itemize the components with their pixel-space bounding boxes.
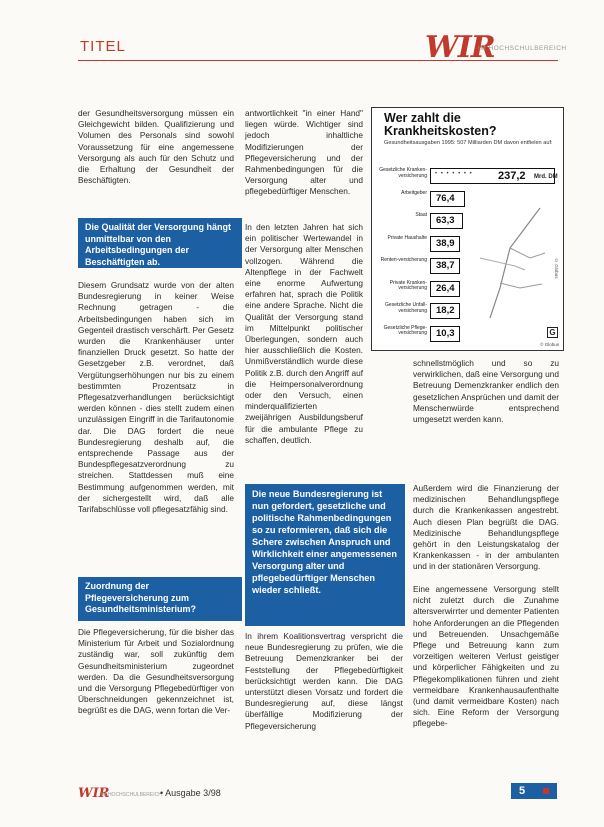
- chart-unit-label: Mrd. DM: [534, 174, 558, 180]
- chart-row: [372, 303, 565, 323]
- chart-category-label: Gesetzliche Kranken-versicherung: [379, 167, 427, 179]
- highlight-box-assignment: Zuordnung der Pflegeversicherung zum Gesundheitsministerium?: [78, 577, 242, 621]
- chart-category-label: Renten-versicherung: [380, 257, 427, 263]
- page-marker: [543, 788, 549, 794]
- chart-bar-dots: • • • • • • •: [435, 171, 473, 177]
- highlight-box-reform: Die neue Bundesregierung ist nun gefordert, gesetzliche und politische Rahmenbedingungen so zu reformieren, daß sich die Schere zwischen Anspruch und Wirklichkeit einer angemessenen Versorgung alter und pflegebedürftiger Menschen wieder schließt.: [245, 484, 405, 626]
- chart-row: [372, 236, 565, 256]
- page-number: 5: [511, 783, 557, 799]
- column-2-text-2: In den letzten Jahren hat sich ein politischer Wertewandel in der Versorgung alter Menschen vollzogen. Während die Altenpflege in der Fachwelt eine enorme Aufwertung erfahren hat, sprach die Politik eine andere Sprache. Nicht die Qualität der Versorgung stand im Mittelpunkt politischer Überlegungen, sondern auch hier ausschließlich die Kosten. Unmißverständlich wurde diese Politik z.B. durch den Angriff auf die Heimpersonalverordnung oder den Versuch, einen minderqualifizierten zweijährigen Ausbildungsberuf für die ambulante Pflege zu schaffen, deutlich.: [245, 222, 363, 445]
- chart-row: [372, 168, 565, 188]
- footer-logo: WIR: [78, 786, 110, 801]
- globus-badge: G: [547, 327, 558, 338]
- chart-title: Wer zahlt die Krankheitskosten?: [384, 111, 497, 138]
- chart-row: [372, 258, 565, 278]
- chart-row: [372, 191, 565, 211]
- section-title: TITEL: [80, 38, 126, 55]
- chart-value-label: 18,2: [436, 305, 455, 316]
- chart-value-label: 237,2: [498, 170, 526, 182]
- chart-value-label: 38,9: [436, 237, 455, 249]
- chart-category-label: Arbeitgeber: [401, 189, 427, 196]
- column-2-text-3: In ihrem Koalitionsvertrag verspricht die neue Bundesregierung zu prüfen, wie die Betreuung Demenzkranker bei der Feststellung der Pflegebedürftigkeit berücksichtigt werden kann. Die DAG unterstützt diesen Vorsatz und fordert die Bundesregierung auf, diese längst überfällige Modifizierung der Pflegeversicherung: [245, 631, 403, 731]
- chart-value-label: 63,3: [436, 215, 455, 226]
- chart-vertical-note: © Globus: [554, 258, 559, 279]
- footer-edition: • Ausgabe 3/98: [160, 788, 221, 798]
- chart-value-label: 10,3: [436, 327, 455, 339]
- health-costs-chart: [371, 107, 564, 351]
- chart-value-label: 76,4: [436, 192, 455, 204]
- column-1-text-3: Die Pflegeversicherung, für die bisher das Ministerium für Arbeit und Sozialordnung zuständig war, soll zukünftig dem Gesundheitsministerium zugeordnet werden. Da die Gesundheitsversorgung und die Versorgung Pflegebedürftiger von Überschneidungen gekennzeichnet ist, begrüßt es die DAG, wenn fortan die Ver-: [78, 627, 234, 716]
- magazine-logo: WIR: [425, 30, 495, 65]
- highlight-box-quality: Die Qualität der Versorgung hängt unmittelbar von den Arbeitsbedingungen der Beschäftigten ab.: [78, 218, 242, 268]
- chart-subtitle: Gesundheitsausgaben 1995: 507 Milliarden DM davon entfielen auf:: [384, 140, 553, 146]
- magazine-logo-subtitle: IM HOCHSCHULBEREICH: [478, 45, 567, 52]
- column-1-text-2: Diesem Grundsatz wurde von der alten Bundesregierung in keiner Weise Rechnung getragen - die Arbeitsbedingungen haben sich im Gegenteil drastisch verschärft. Per Gesetz wurden die Krankenhäuser unter finanziellen Druck gesetzt. So hatte der Gesetzgeber z.B. verordnet, daß Vergütungserhöhungen nur bis zu einem bestimmten Prozentsatz in Pflegesatzverhandlungen berücksichtigt werden können - dies stellt zudem einen unzulässigen Eingriff in die Tarifautonomie dar. Die DAG fordert die neue Bundesregierung deshalb auf, die entsprechende Passage aus der Bundespflegesatzverordnung zu streichen. Stattdessen muß eine Bestimmung aufgenommen werden, mit der sichergestellt wird, daß alle Tarifabschlüsse voll pflegesatzfähig sind.: [78, 280, 234, 515]
- column-3-text-1: schnellstmöglich und so zu verwirklichen, daß eine Versorgung und Betreuung Demenzkranker endlich den gesetzlichen Ansprüchen und damit der Menschenwürde entsprechend umgesetzt werden kann.: [413, 358, 559, 425]
- chart-value-label: 26,4: [436, 282, 455, 294]
- column-3-text-2: Außerdem wird die Finanzierung der medizinischen Behandlungspflege durch die Krankenkassen angestrebt. Auch diesen Plan begrüßt die DAG. Medizinische Behandlungspflege gehört in den Leistungskatalog der Krankenkassen - in der ambulanten und in der stationären Versorgung.: [413, 483, 559, 572]
- chart-category-label: Gesetzliche Unfall-versicherung: [385, 302, 427, 314]
- chart-copyright: © Globus: [540, 342, 559, 347]
- chart-value-label: 38,7: [436, 260, 455, 271]
- chart-category-label: Private Haushalte: [387, 234, 427, 241]
- footer-logo-subtitle: IM HOCHSCHULBEREICH: [101, 792, 162, 798]
- column-2-text-1: antwortlichkeit "in einer Hand" liegen würde. Wichtiger sind jedoch inhaltliche Modifizierungen der Pflegeversicherung und der Rahmenbedingungen für die Versorgung alter und pflegebedürftiger Menschen.: [245, 108, 363, 197]
- column-3-text-3: Eine angemessene Versorgung stellt nicht zuletzt durch die Zunahme altersverwirrter und dementer Patienten hohe Anforderungen an die Pflegenden und Betreuenden. Unsachgemäße Pflege und Betreuung kann zum vorzeitigen weiteren Verlust geistiger und körperlicher Fähigkeiten und zu Pflegekomplikationen führen und zieht vermeidbare Krankenhausaufenthalte (und damit vermeidbare Kosten) nach sich. Eine Reform der Versorgung pflegebe-: [413, 584, 559, 729]
- chart-row: [372, 326, 565, 346]
- chart-category-label: Staat: [415, 212, 427, 218]
- chart-row: [372, 213, 565, 233]
- chart-category-label: Private Kranken-versicherung: [389, 279, 427, 292]
- chart-row: [372, 281, 565, 301]
- column-1-text-1: der Gesundheitsversorgung müssen ein Gleichgewicht bilden. Qualifizierung und Volumen des Personals sind sowohl Voraussetzung für eine angemessene Versorgung als auch für den Schutz und die Erhaltung der Gesundheit der Beschäftigten.: [78, 108, 234, 186]
- chart-category-label: Gesetzliche Pflege-versicherung: [383, 324, 427, 337]
